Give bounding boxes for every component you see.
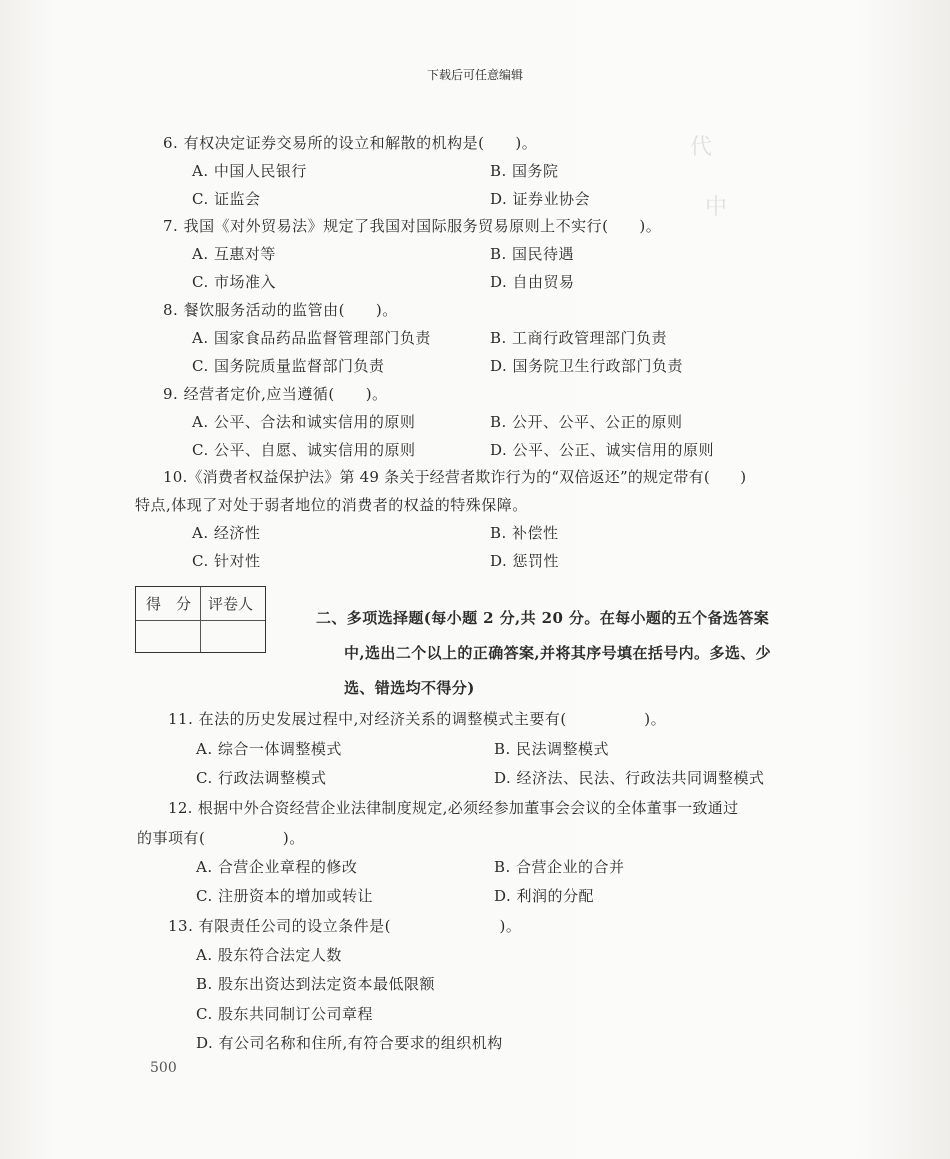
question-stem-continued: 的事项有( )。 [137,829,305,847]
option-c: C. 行政法调整模式 [196,769,327,787]
option-c: C. 国务院质量监督部门负责 [192,357,385,375]
section-heading-cont: 中,选出二个以上的正确答案,并将其序号填在括号内。多选、少 [344,644,772,662]
page-number: 500 [150,1060,177,1076]
bleed-through-mark: 中 [705,195,728,220]
option-d: D. 公平、公正、诚实信用的原则 [490,441,715,459]
option-b: B. 股东出资达到法定资本最低限额 [196,975,436,993]
question-stem: 11. 在法的历史发展过程中,对经济关系的调整模式主要有( )。 [168,710,667,728]
question-stem: 10.《消费者权益保护法》第 49 条关于经营者欺诈行为的“双倍返还”的规定带有( ) [163,468,747,486]
option-b: B. 合营企业的合并 [494,858,625,876]
question-stem: 6. 有权决定证券交易所的设立和解散的机构是( )。 [163,134,538,152]
option-a: A. 国家食品药品监督管理部门负责 [192,329,431,347]
option-a: A. 互惠对等 [192,245,276,263]
section-heading: 二、多项选择题(每小题 2 分,共 20 分。在每小题的五个备选答案 [316,609,770,627]
score-table [135,586,266,653]
score-label: 得 分 [146,595,192,613]
question-stem: 8. 餐饮服务活动的监管由( )。 [163,301,398,319]
option-b: B. 公开、公平、公正的原则 [490,413,683,431]
option-c: C. 公平、自愿、诚实信用的原则 [192,441,416,459]
option-d: D. 证券业协会 [490,190,591,208]
bleed-through-mark: 代 [690,135,713,160]
option-d: D. 国务院卫生行政部门负责 [490,357,684,375]
option-d: D. 惩罚性 [490,552,560,570]
question-stem: 7. 我国《对外贸易法》规定了我国对国际服务贸易原则上不实行( )。 [163,217,662,235]
question-stem: 9. 经营者定价,应当遵循( )。 [163,385,388,403]
section-heading-cont: 选、错选均不得分) [344,679,475,697]
question-stem: 13. 有限责任公司的设立条件是( )。 [168,917,522,935]
option-d: D. 经济法、民法、行政法共同调整模式 [494,769,765,787]
option-a: A. 股东符合法定人数 [196,946,342,964]
option-c: C. 股东共同制订公司章程 [196,1005,373,1023]
grader-label: 评卷人 [208,595,254,613]
table-divider [200,587,201,652]
option-a: A. 公平、合法和诚实信用的原则 [192,413,416,431]
question-stem-continued: 特点,体现了对处于弱者地位的消费者的权益的特殊保障。 [135,496,528,514]
option-b: B. 民法调整模式 [494,740,610,758]
option-b: B. 国务院 [490,162,559,180]
option-a: A. 经济性 [192,524,261,542]
option-c: C. 针对性 [192,552,261,570]
question-stem: 12. 根据中外合资经营企业法律制度规定,必须经参加董事会会议的全体董事一致通过 [168,799,739,817]
option-b: B. 工商行政管理部门负责 [490,329,668,347]
option-c: C. 注册资本的增加或转让 [196,887,373,905]
page-header: 下载后可任意编辑 [426,68,523,82]
option-b: B. 补偿性 [490,524,559,542]
option-a: A. 合营企业章程的修改 [196,858,358,876]
option-d: D. 利润的分配 [494,887,595,905]
option-a: A. 中国人民银行 [192,162,307,180]
option-b: B. 国民待遇 [490,245,575,263]
option-c: C. 市场准入 [192,273,276,291]
option-d: D. 自由贸易 [490,273,575,291]
option-c: C. 证监会 [192,190,261,208]
option-d: D. 有公司名称和住所,有符合要求的组织机构 [196,1034,503,1052]
option-a: A. 综合一体调整模式 [196,740,342,758]
